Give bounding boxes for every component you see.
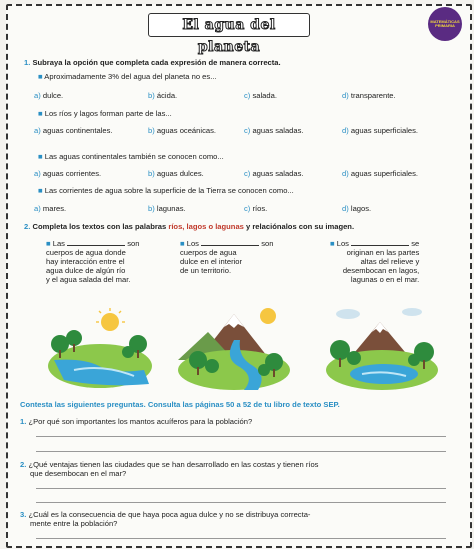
q1-stem-2: ■ Los ríos y lagos forman parte de las... [38,109,172,118]
q1-option[interactable]: d) lagos. [342,204,372,213]
q3-question-3: 3. ¿Cuál es la consecuencia de que haya poca agua dulce y no se distribuya correcta- mente entre la población? [20,510,311,528]
q1-option[interactable]: b) lagunas. [148,204,186,213]
answer-line[interactable] [36,436,446,437]
q3-question-1: 1. ¿Por qué son importantes los mantos acuíferos para la población? [20,417,253,426]
q1-option[interactable]: d) aguas superficiales. [342,169,419,178]
q2-instruction: 2. Completa los textos con las palabras ríos, lagos o lagunas y relaciónalos con su imagen. [24,222,355,231]
q1-option[interactable]: a) aguas continentales. [34,126,113,135]
blank-field[interactable] [351,238,409,246]
q1-option[interactable]: d) aguas superficiales. [342,126,419,135]
lake-illustration [326,300,438,390]
answer-line[interactable] [36,538,446,539]
q2-text-3: ■ Los se originan en las partes altas del relieve y desembocan en lagos, lagunas o en el mar. [330,239,420,284]
estuary-illustration [44,300,156,390]
q1-stem-3: ■ Las aguas continentales también se conocen como... [38,152,224,161]
q1-stem-4: ■ Las corrientes de agua sobre la superficie de la Tierra se conocen como... [38,186,294,195]
q1-option[interactable]: c) ríos. [244,204,268,213]
q1-option[interactable]: c) aguas saladas. [244,169,304,178]
q1-option[interactable]: a) aguas corrientes. [34,169,102,178]
blank-field[interactable] [201,238,259,246]
logo-badge: MATEMÁTICAS PRIMARIA [428,7,462,41]
q1-option[interactable]: c) salada. [244,91,277,100]
answer-line[interactable] [36,488,446,489]
answer-line[interactable] [36,502,446,503]
q2-text-1: ■ Las son cuerpos de agua donde hay interacción entre el agua dulce de algún río y el agua salada del mar. [46,239,140,284]
q1-option[interactable]: b) aguas dulces. [148,169,204,178]
q1-stem-1: ■ Aproximadamente 3% del agua del planeta no es... [38,72,217,81]
page-title: El agua del planeta [148,13,310,37]
q1-instruction: 1. Subraya la opción que completa cada expresión de manera correcta. [24,58,281,67]
q3-heading: Contesta las siguientes preguntas. Consulta las páginas 50 a 52 de tu libro de texto SEP. [20,400,340,409]
q1-option[interactable]: c) aguas saladas. [244,126,304,135]
q1-option[interactable]: d) transparente. [342,91,396,100]
blank-field[interactable] [67,238,125,246]
q3-question-2: 2. ¿Qué ventajas tienen las ciudades que se han desarrollado en las costas y tienen ríos que desembocan en el mar? [20,460,319,478]
answer-line[interactable] [36,451,446,452]
q1-option[interactable]: b) aguas oceánicas. [148,126,216,135]
river-mountain-illustration [178,300,290,390]
q1-option[interactable]: b) ácida. [148,91,178,100]
q2-text-2: ■ Los son cuerpos de agua dulce en el interior de un territorio. [180,239,274,275]
q1-option[interactable]: a) dulce. [34,91,64,100]
q1-option[interactable]: a) mares. [34,204,67,213]
